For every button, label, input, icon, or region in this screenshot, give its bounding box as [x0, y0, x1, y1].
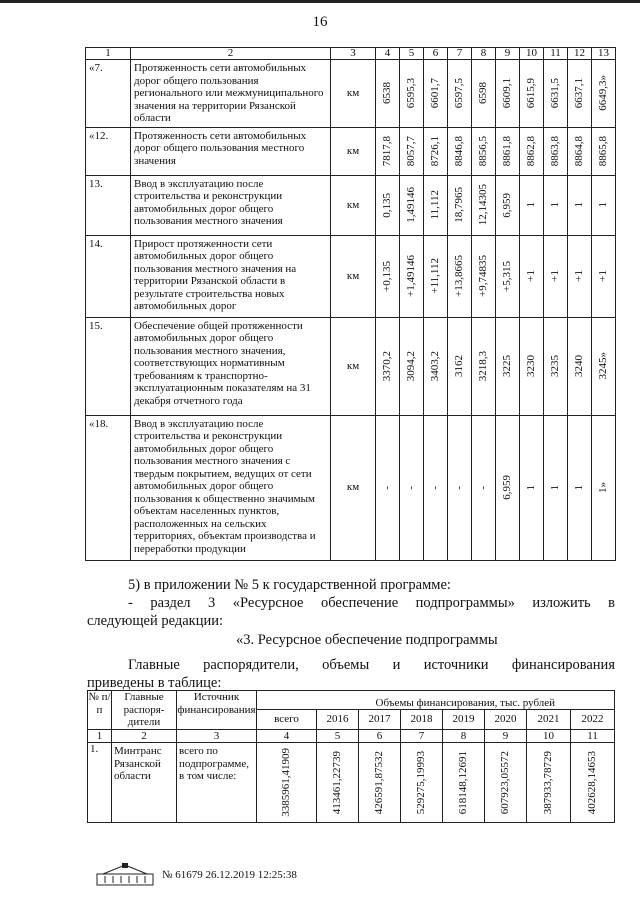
value: 6595,3 [405, 78, 417, 109]
indicator-name: Ввод в эксплуатацию после строительства и реконструкции автомобильных дорог общего пользования местного значения с твердым покрытием, ведущих от сети автомобильных дорог общего пользования к общественно значимым объектам населенных пунктов, расположенных на сельских территориях, объектам производства и переработки продукции [131, 415, 331, 560]
value: 7817,8 [381, 135, 393, 167]
year-value-cell [359, 743, 401, 823]
unit: км [331, 175, 376, 235]
value-cell [424, 415, 448, 560]
value: 1 [549, 484, 561, 491]
value: +9,74835 [477, 255, 489, 297]
row-total-cell [257, 743, 317, 823]
year-value: 618148,12691 [457, 750, 469, 815]
header-col-6: 6 [424, 48, 448, 60]
col-header-num: № п/п [88, 691, 112, 730]
value: 6601,7 [429, 78, 441, 109]
value: 3230 [525, 355, 537, 377]
value-cell [544, 175, 568, 235]
value: 3245» [597, 352, 609, 380]
row-distributor: Минтранс Рязанской области [112, 743, 177, 823]
paragraph-distributors-cont: приведены в таблице: [87, 675, 222, 691]
value: 1 [573, 202, 585, 208]
unit: км [331, 127, 376, 175]
value-cell [448, 175, 472, 235]
row-source: всего по подпрограмме, в том числе: [177, 743, 257, 823]
value: 12,14305 [477, 184, 489, 226]
value-cell [520, 235, 544, 317]
value-cell [544, 127, 568, 175]
header-spacer [257, 691, 317, 710]
value-cell [376, 127, 400, 175]
value-cell [376, 415, 400, 560]
value-cell [472, 60, 496, 128]
year-header: 2016 [317, 710, 359, 729]
value-cell [472, 415, 496, 560]
value-cell [400, 127, 424, 175]
year-header: 2018 [401, 710, 443, 729]
value-cell [424, 235, 448, 317]
value: 1» [597, 482, 609, 493]
value-cell [496, 235, 520, 317]
value-cell [472, 127, 496, 175]
value-cell [376, 317, 400, 415]
value: 1 [525, 202, 537, 208]
value: 3225 [501, 355, 513, 377]
value: 8861,8 [501, 135, 513, 167]
value: 8846,8 [453, 135, 465, 167]
value-cell [496, 175, 520, 235]
value-cell [544, 415, 568, 560]
value: +13,8665 [453, 255, 465, 297]
col-number: 4 [257, 729, 317, 743]
value-cell [424, 127, 448, 175]
col-number: 5 [317, 729, 359, 743]
value-cell [568, 415, 592, 560]
header-col-8: 8 [472, 48, 496, 60]
row-number: «7. [86, 60, 131, 128]
col-number: 1 [88, 729, 112, 743]
value: 8726,1 [429, 135, 441, 167]
value-cell [520, 415, 544, 560]
header-col-1: 1 [86, 48, 131, 60]
value: 8856,5 [477, 135, 489, 167]
value-cell [448, 317, 472, 415]
year-value: 387933,78729 [542, 750, 554, 815]
indicator-name: Обеспечение общей протяженности автомобильных дорог общего пользования местного значения, соответствующих нормативным требованиям к транспортно-эксплуатационным показателям на 31 декабря отчетного года [131, 317, 331, 415]
value: +1 [549, 270, 561, 282]
value-cell [400, 60, 424, 128]
value: - [405, 485, 417, 490]
value: 6598 [477, 82, 489, 105]
value-cell [424, 175, 448, 235]
year-value: 402628,14653 [586, 750, 599, 815]
value: - [477, 485, 489, 490]
header-col-3: 3 [331, 48, 376, 60]
value-cell [592, 235, 616, 317]
value-cell [592, 175, 616, 235]
value-cell [472, 235, 496, 317]
unit: км [331, 317, 376, 415]
value: +1 [597, 270, 609, 282]
indicators-table [85, 47, 616, 561]
value: 1 [525, 484, 537, 491]
col-header-distributors: Главные распоря-дители [112, 691, 177, 730]
section-heading: «3. Ресурсное обеспечение подпрограммы [236, 632, 498, 648]
indicator-name: Ввод в эксплуатацию после строительства и реконструкции автомобильных дорог общего пользования местного значения [131, 175, 331, 235]
value-cell [568, 60, 592, 128]
value-cell [400, 317, 424, 415]
col-number: 2 [112, 729, 177, 743]
value-cell [520, 175, 544, 235]
unit: км [331, 415, 376, 560]
header-col-12: 12 [568, 48, 592, 60]
indicator-row [86, 175, 616, 235]
paragraph-section-3-cont: следующей редакции: [87, 613, 224, 629]
value-cell [400, 235, 424, 317]
header-col-2: 2 [131, 48, 331, 60]
indicator-row [86, 415, 616, 560]
value: 18,7965 [453, 187, 465, 223]
indicator-name: Протяженность сети автомобильных дорог общего пользования регионального или межмуниципального значения на территории Рязанской области [131, 60, 331, 128]
value: 6615,9 [525, 78, 537, 109]
value: 6,959 [501, 192, 513, 218]
value: 3403,2 [429, 350, 441, 382]
value-cell [544, 235, 568, 317]
value-cell [400, 415, 424, 560]
paragraph-item-5: 5) в приложении № 5 к государственной программе: [128, 577, 451, 593]
value-cell [544, 317, 568, 415]
value: +1 [573, 270, 585, 282]
page-number: 16 [312, 14, 328, 30]
value: 8864,8 [573, 135, 585, 167]
top-scan-edge [0, 0, 640, 3]
value-cell [592, 60, 616, 128]
col-number: 8 [443, 729, 485, 743]
value-cell [520, 127, 544, 175]
value: 1 [549, 202, 561, 208]
indicator-name: Протяженность сети автомобильных дорог общего пользования местного значения [131, 127, 331, 175]
year-value-cell [317, 743, 359, 823]
financing-table [87, 690, 615, 823]
year-value-cell [571, 743, 615, 823]
value-cell [496, 317, 520, 415]
year-header: 2022 [571, 710, 615, 729]
year-value: 413461,22739 [331, 750, 343, 815]
col-number: 9 [485, 729, 527, 743]
value-cell [496, 127, 520, 175]
indicator-row [86, 60, 616, 128]
value: 3235 [549, 355, 561, 377]
indicators-table-header [86, 48, 616, 60]
indicator-row [86, 235, 616, 317]
value-cell [544, 60, 568, 128]
registration-stamp: № 61679 26.12.2019 12:25:38 [162, 869, 297, 881]
value-cell [448, 415, 472, 560]
value-cell [448, 235, 472, 317]
row-num: 1. [88, 743, 112, 823]
value: 3370,2 [381, 350, 393, 382]
year-header: 2019 [443, 710, 485, 729]
value: 6609,1 [501, 78, 513, 109]
row-number: 15. [86, 317, 131, 415]
row-total: 3385961,41909 [280, 748, 292, 817]
value: 6597,5 [453, 78, 465, 109]
col-number: 10 [527, 729, 571, 743]
emblem-icon [95, 862, 155, 887]
header-col-13: 13 [592, 48, 616, 60]
value: 8863,8 [549, 135, 561, 167]
value-cell [520, 60, 544, 128]
value-cell [376, 235, 400, 317]
value-cell [568, 317, 592, 415]
indicator-row [86, 127, 616, 175]
value: 6538 [381, 82, 393, 105]
indicator-row [86, 317, 616, 415]
value: 3094,2 [405, 350, 417, 382]
col-header-volumes: Объемы финансирования, тыс. рублей [317, 691, 615, 710]
value: 6,959 [501, 475, 513, 500]
value: 3162 [453, 355, 465, 377]
value-cell [424, 60, 448, 128]
row-number: 13. [86, 175, 131, 235]
value: +1 [525, 270, 537, 282]
value: 11,112 [429, 190, 441, 220]
value: +11,112 [429, 258, 441, 294]
header-col-11: 11 [544, 48, 568, 60]
indicator-name: Прирост протяженности сети автомобильных дорог общего пользования местного значения на территории Рязанской области в результате строительства новых автомобильных дорог [131, 235, 331, 317]
value: 1,49146 [405, 187, 417, 223]
value-cell [448, 60, 472, 128]
value-cell [592, 415, 616, 560]
value: 3240 [573, 355, 585, 377]
value: 8057,7 [405, 135, 417, 167]
col-number: 7 [401, 729, 443, 743]
value-cell [496, 415, 520, 560]
value: 1 [597, 202, 609, 208]
paragraph-section-3: - раздел 3 «Ресурсное обеспечение подпрограммы» изложить в [128, 595, 615, 611]
unit: км [331, 60, 376, 128]
header-col-4: 4 [376, 48, 400, 60]
value-cell [568, 175, 592, 235]
col-number: 6 [359, 729, 401, 743]
year-value: 529275,19993 [415, 750, 427, 815]
value-cell [472, 317, 496, 415]
paragraph-distributors: Главные распорядители, объемы и источники финансирования [128, 657, 615, 673]
value-cell [520, 317, 544, 415]
value-cell [592, 127, 616, 175]
year-header: 2017 [359, 710, 401, 729]
value: 6637,1 [573, 78, 585, 109]
value-cell [472, 175, 496, 235]
value: 8865,8 [597, 135, 609, 167]
value: - [381, 485, 393, 490]
value-cell [568, 235, 592, 317]
year-value: 607923,05572 [499, 750, 511, 815]
year-value-cell [485, 743, 527, 823]
year-value-cell [527, 743, 571, 823]
value-cell [568, 127, 592, 175]
header-col-10: 10 [520, 48, 544, 60]
header-col-5: 5 [400, 48, 424, 60]
value: 6631,5 [549, 78, 561, 109]
col-number: 11 [571, 729, 615, 743]
value: 8862,8 [525, 135, 537, 167]
row-number: «18. [86, 415, 131, 560]
value: +0,135 [381, 260, 393, 292]
value-cell [424, 317, 448, 415]
year-value-cell [443, 743, 485, 823]
year-header: 2020 [485, 710, 527, 729]
value-cell [400, 175, 424, 235]
year-header: 2021 [527, 710, 571, 729]
value: +5,315 [501, 260, 513, 292]
col-header-source: Источник финансирования [177, 691, 257, 730]
value-cell [376, 60, 400, 128]
value: - [453, 485, 465, 490]
value: 1 [573, 484, 585, 491]
value: - [429, 485, 441, 490]
col-header-total: всего [257, 710, 317, 729]
value: 0,135 [381, 192, 393, 218]
value: 3218,3 [477, 350, 489, 382]
year-value-cell [401, 743, 443, 823]
value-cell [496, 60, 520, 128]
col-number: 3 [177, 729, 257, 743]
row-number: 14. [86, 235, 131, 317]
value-cell [376, 175, 400, 235]
row-number: «12. [86, 127, 131, 175]
year-value: 426591,87532 [373, 750, 385, 815]
header-col-9: 9 [496, 48, 520, 60]
value-cell [448, 127, 472, 175]
unit: км [331, 235, 376, 317]
value: 6649,3» [597, 75, 609, 112]
value: +1,49146 [405, 255, 417, 297]
header-col-7: 7 [448, 48, 472, 60]
value-cell [592, 317, 616, 415]
